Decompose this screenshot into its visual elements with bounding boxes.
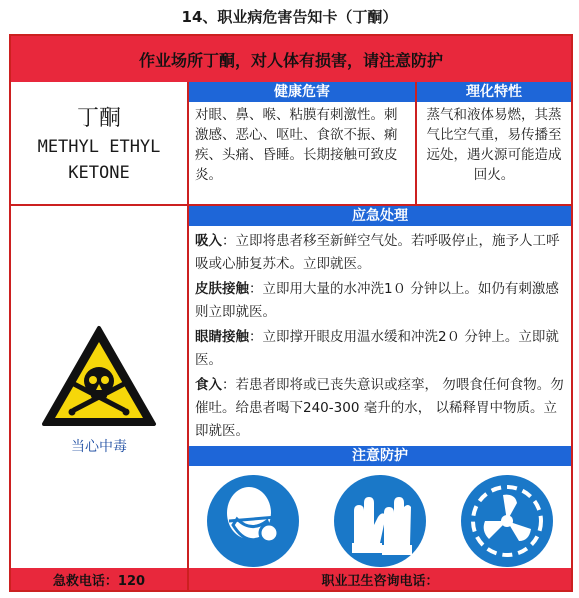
properties-section [417, 82, 571, 204]
right-column [189, 82, 571, 576]
emergency-item-ingestion: 食入：若患者即将或已丧失意识或痉挛， 勿喂食任何食物。勿催吐。给患者喝下240-300 毫升的水， 以稀释胃中物质。立即就医。 [195, 377, 564, 439]
warning-label: 当心中毒 [71, 439, 127, 455]
footer-bar [11, 568, 571, 590]
protective-gloves-icon [332, 473, 428, 569]
protection-section [189, 446, 571, 576]
health-hazard-section [189, 82, 417, 204]
health-hazard-header: 健康危害 [189, 82, 415, 102]
health-hazard-text: 对眼、鼻、喉、粘膜有刺激性。刺激感、恶心、呕吐、食欲不振、痢疾、头痛、昏睡。长期接触可致皮炎。 [195, 107, 398, 183]
hazard-properties-row [189, 82, 571, 206]
english-name-line2: KETONE [68, 162, 130, 183]
respirator-mask-icon [205, 473, 301, 569]
emergency-section [189, 206, 571, 446]
protection-header: 注意防护 [189, 446, 571, 466]
emergency-header: 应急处理 [189, 206, 571, 226]
ventilation-fan-icon [459, 473, 555, 569]
consult-phone: 职业卫生咨询电话： [321, 573, 439, 589]
skull-crossbones-warning-icon [40, 324, 158, 428]
emergency-phone: 急救电话：120 [11, 568, 189, 590]
emergency-body [189, 226, 571, 446]
protection-icons [189, 466, 571, 576]
properties-header: 理化特性 [417, 82, 571, 102]
page-title: 14、职业病危害告知卡（丁酮） [181, 8, 398, 26]
english-name-line1: METHYL ETHYL [37, 136, 161, 157]
emergency-item-skin: 皮肤接触：立即用大量的水冲洗1０ 分钟以上。如仍有刺激感则立即就医。 [195, 281, 559, 320]
warning-sign-cell [11, 206, 187, 574]
left-column [11, 82, 189, 574]
properties-text: 蒸气和液体易燃，其蒸气比空气重，易传播至远处，遇火源可能造成回火。 [426, 107, 562, 183]
hazard-card [9, 34, 573, 592]
emergency-item-inhalation: 吸入：立即将患者移至新鲜空气处。若呼吸停止，施予人工呼吸或心肺复苏术。立即就医。 [195, 233, 560, 272]
substance-name-cell [11, 82, 187, 206]
warning-banner: 作业场所丁酮，对人体有损害，请注意防护 [11, 36, 571, 82]
emergency-item-eye: 眼睛接触：立即撑开眼皮用温水缓和冲洗2０ 分钟上。立即就医。 [195, 329, 559, 368]
chinese-name: 丁酮 [76, 105, 121, 131]
